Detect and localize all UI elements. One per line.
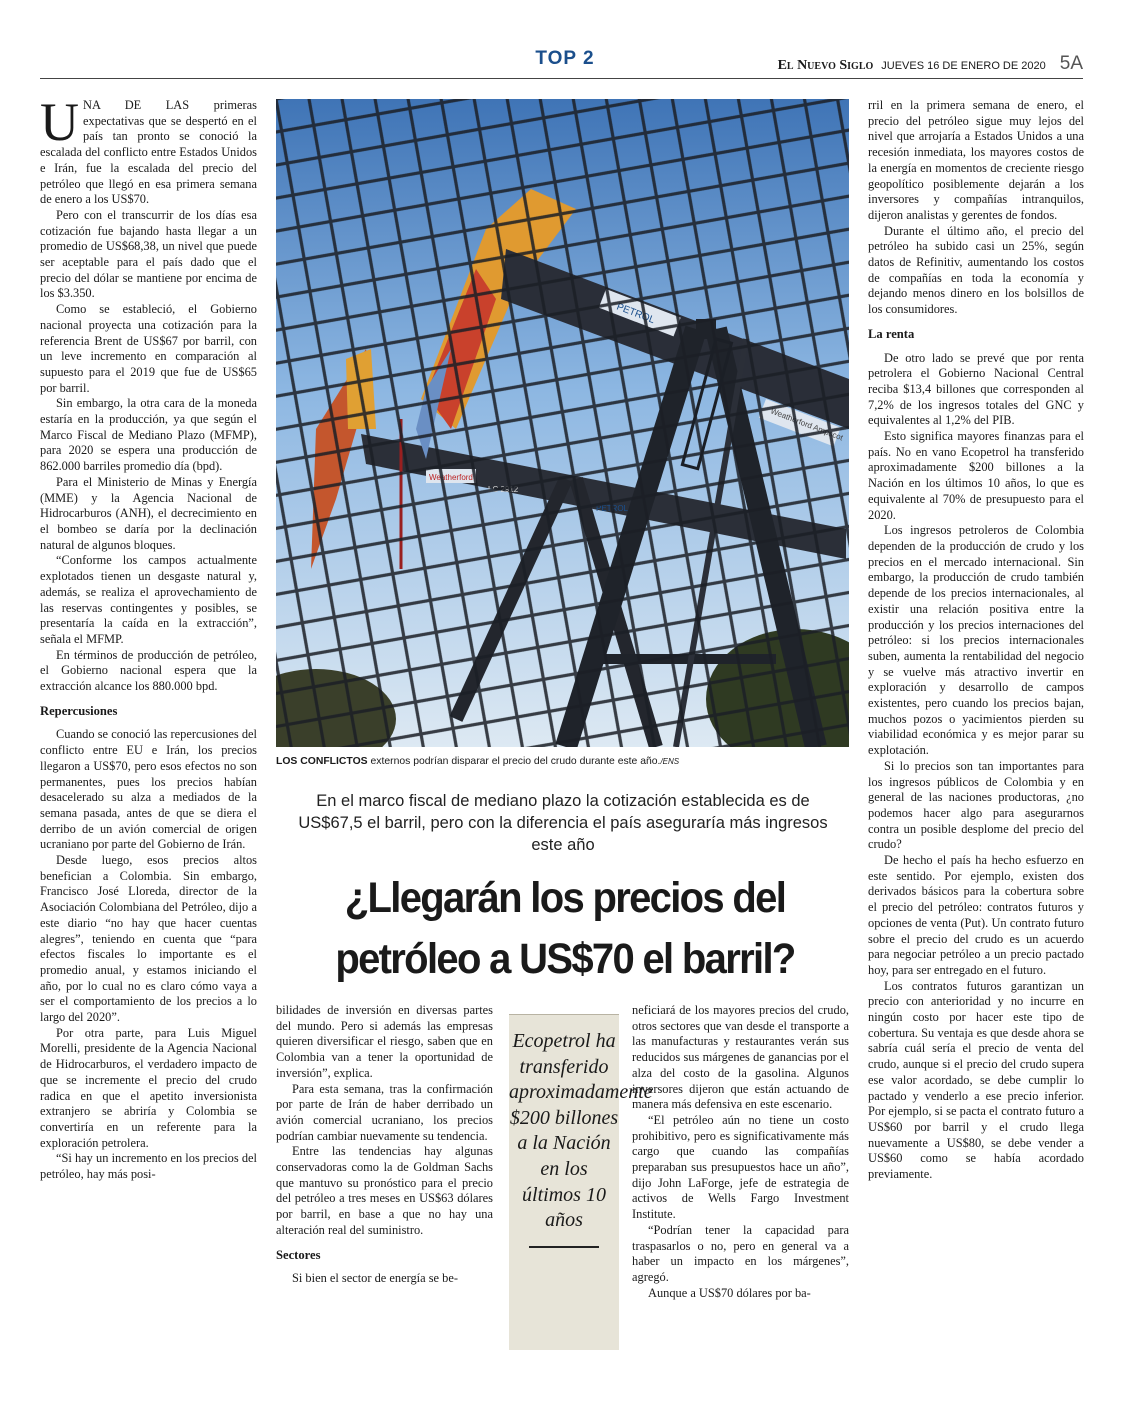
paragraph: bilidades de inversión en diversas partes del mundo. Pero si además las empresas quieren diversificar el riesgo, saben que en Colombia van a tener la oportunidad de inversión”, explica. [276, 1003, 493, 1080]
paragraph: Sin embargo, la otra cara de la moneda estaría en la producción, ya que según el Marco Fiscal de Mediano Plazo (MFMP), para 2020 se espera una producción de 862.000 barriles promedio día (bpd). [40, 396, 257, 474]
pull-quote-text: Ecopetrol ha transferido aproximadamente $200 billones a la Nación en los últimos 10 años [509, 1030, 653, 1232]
paragraph: Desde luego, esos precios altos benefician a Colombia. Sin embargo, Francisco José Lloreda, director de la Asociación Colombiana del Petróleo, dijo a este diario “no hay que hacer cuentas alegres”, teniendo en cuenta que “para efectos fiscales lo importante es el promedio anual, y estamos iniciando el año, por lo cual no es claro cómo vaya a ser el comportamiento de los precios a lo largo del 2020”. [40, 853, 257, 1025]
paragraph: Aunque a US$70 dólares por ba- [648, 1285, 811, 1300]
paragraph: Por otra parte, para Luis Miguel Morelli, presidente de la Agencia Nacional de Hidrocarburos, el verdadero impacto de que se incremente el precio del crudo radica en que el apetito inversionista extranjero se abriría y Colombia se convertiría en un referente para la exploración petrolera. [40, 1025, 257, 1150]
paragraph: Si lo precios son tan importantes para los ingresos públicos de Colombia y en general de las naciones productoras, ¿no podemos hacer algo para asegurarnos contra un posible desplome del precio del crudo? [868, 758, 1084, 852]
issue-date: JUEVES 16 DE ENERO DE 2020 [881, 60, 1046, 72]
paragraph: rril en la primera semana de enero, el precio del petróleo sigue muy lejos del nivel que arrojaría a Estados Unidos a una recesión inmediata, los mayores costos de la energía en momentos de creciente riesgo geopolítico posiblemente dejarán a los inversores y compañías intranquilos, dijeron analistas y gerentes de fondos. [868, 98, 1084, 222]
dropcap: U [40, 92, 79, 152]
column-1 [40, 92, 257, 1183]
masthead: El Nuevo Siglo [777, 58, 874, 73]
column-4 [868, 98, 1084, 1183]
column-2 [276, 1003, 493, 1287]
paragraph: “Podrían tener la capacidad para traspasarlos o no, pero en general va a haber un impacto en los márgenes”, agregó. [632, 1222, 849, 1284]
paragraph: De hecho el país ha hecho esfuerzo en este sentido. Por ejemplo, existen dos derivados básicos para la cobertura sobre el precio del petróleo: contratos futuros y opciones de venta (Put). Un contrato futuro sobre el precio del crudo es un acuerdo para negociar petróleo a un precio pactado hoy, para ser entregado en el futuro. [868, 853, 1084, 977]
paragraph: “Si hay un incremento en los precios del petróleo, hay más posi- [40, 1151, 257, 1182]
photo-credit: /ENS [660, 757, 680, 766]
paragraph: “El petróleo aún no tiene un costo prohibitivo, pero es significativamente más cargo que cuando las compañías preparaban sus presupuestos hace un año”, dijo John LaForge, jefe de estrategia de activos de Wells Fargo Investment Institute. [632, 1112, 849, 1222]
paragraph: De otro lado se prevé que por renta petrolera el Gobierno Nacional Central reciba $13,4 billones que corresponden al 7,2% de los ingresos totales del GNC y equivalentes al 1,2% del PIB. [868, 350, 1084, 428]
page-number: 5A [1059, 53, 1083, 74]
paragraph: Entre las tendencias hay algunas conservadoras como la de Goldman Sachs que mantuvo su pronóstico para el precio del petróleo a tres meses en US$63 dólares por barril, en base a que no hay una alteración real del suministro. [276, 1144, 493, 1237]
headline: ¿Llegarán los precios del petróleo a US$70 el barril? [335, 874, 795, 983]
paragraph: En términos de producción de petróleo, el Gobierno nacional espera que la extracción alcance los 880.000 bpd. [40, 647, 257, 694]
deck: En el marco fiscal de mediano plazo la cotización establecida es de US$67,5 el barril, pero con la diferencia el país aseguraría más ingresos este año [298, 792, 828, 854]
page-header [778, 53, 1083, 75]
photo-caption [276, 756, 849, 767]
caption-text: externos podrían disparar el precio del crudo durante este año. [367, 756, 661, 767]
paragraph: neficiará de los mayores precios del crudo, otros sectores que van desde el transporte a las manufacturas y restaurantes verán sus reducidos sus márgenes de ganancias por el alza del costo de la gasolina. Algunos inversores dijeron que están actuando de manera más defensiva en este escenario. [632, 1003, 849, 1112]
subhead-sectores: Sectores [276, 1247, 321, 1262]
pumpjack-illustration [276, 99, 849, 747]
subhead-repercusiones: Repercusiones [40, 703, 118, 718]
paragraph: Para esta semana, tras la confirmación por parte de Irán de haber derribado un avión comercial ucraniano, los precios podrían cambiar nuevamente su tendencia. [276, 1081, 493, 1143]
header-rule [40, 78, 1083, 79]
paragraph: Durante el último año, el precio del petróleo ha subido casi un 25%, según datos de Refinitiv, aumentando los costos de compañías en toda la economía y dejando menos dinero en los bolsillos de los consumidores. [868, 223, 1084, 317]
subhead-la-renta: La renta [868, 326, 915, 341]
paragraph: Para el Ministerio de Minas y Energía (MME) y la Agencia Nacional de Hidrocarburos (ANH), el decrecimiento en el bombeo se daría por la declinación natural de algunos bloques. [40, 474, 257, 552]
pumpjack-photo [276, 99, 849, 747]
section-label: TOP 2 [535, 48, 595, 69]
paragraph: “Conforme los campos actualmente explotados tienen un desgaste natural y, además, se realiza el aprovechamiento de las reservas contingentes y posibles, se presentaría la caída en la extracción”, señala el MFMP. [40, 553, 257, 646]
caption-lead: LOS CONFLICTOS [276, 756, 368, 767]
paragraph: Cuando se conoció las repercusiones del conflicto entre EU e Irán, los precios llegaron a US$70, pero esos efectos no son permanentes, pues los precios habían desacelerado su alza a mediados de la semana pasada, antes de que se diera el derribo de un avión comercial de origen ucraniano por parte del Gobierno de Irán. [40, 727, 257, 852]
paragraph: Los ingresos petroleros de Colombia dependen de la producción de crudo y los precios en el mercado internacional. Sin embargo, la producción de crudo también depende de los precios internacionales, al existir una relación positiva entre la producción y los precios internaciones del petróleo: si los precios internacionales suben, aumenta la rentabilidad del negocio y se vuelve más atractivo invertir en exploración y desarrollo de campos existentes, pero cuando los precios bajan, muchos pozos o yacimientos pierden su viabilidad económica y es mejor parar su explotación. [868, 523, 1084, 758]
paragraph: NA DE LAS primeras expectativas que se despertó en el país tan pronto se conoció la escalada del conflicto entre Estados Unidos e Irán, fue la escalada del precio del petróleo que llegó en esa primera semana de enero a los US$70. [40, 98, 257, 207]
paragraph: Pero con el transcurrir de los días esa cotización fue bajando hasta llegar a un promedio de US$68,38, un nivel que puede ser aceptable para el país dado que el precio del dólar se mantiene por encima de los $3.350. [40, 207, 257, 301]
pull-quote [509, 1014, 653, 1350]
column-3 [632, 1003, 849, 1301]
pull-quote-rule [529, 1246, 599, 1248]
paragraph: Si bien el sector de energía se be- [292, 1271, 458, 1286]
paragraph: Esto significa mayores finanzas para el país. No en vano Ecopetrol ha transferido aproximadamente $200 billones a la Nación en los últimos 10 años, lo que es equivalente al 70% de presupuesto para el 2020. [868, 429, 1084, 522]
paragraph: Como se estableció, el Gobierno nacional proyecta una cotización para la referencia Brent de US$67 por barril, con un leve incremento en comparación al supuesto para el 2019 que fue de US$65 por barril. [40, 302, 257, 395]
paragraph: Los contratos futuros garantizan un precio con anterioridad y no incurre en ningún costo por hacer este tipo de cobertura. Su ventaja es que desde ahora se sabría cuál sería el precio de venta del crudo, aunque si el precio del crudo supera ese valor acordado, se debe cumplir lo pactado y venderlo a ese precio inferior. Por ejemplo, si se pacta el contrato futuro a US$60 por barril y el crudo llega nuevamente a US$80, se debe vender a US$60 como se había acordado previamente. [868, 978, 1084, 1182]
